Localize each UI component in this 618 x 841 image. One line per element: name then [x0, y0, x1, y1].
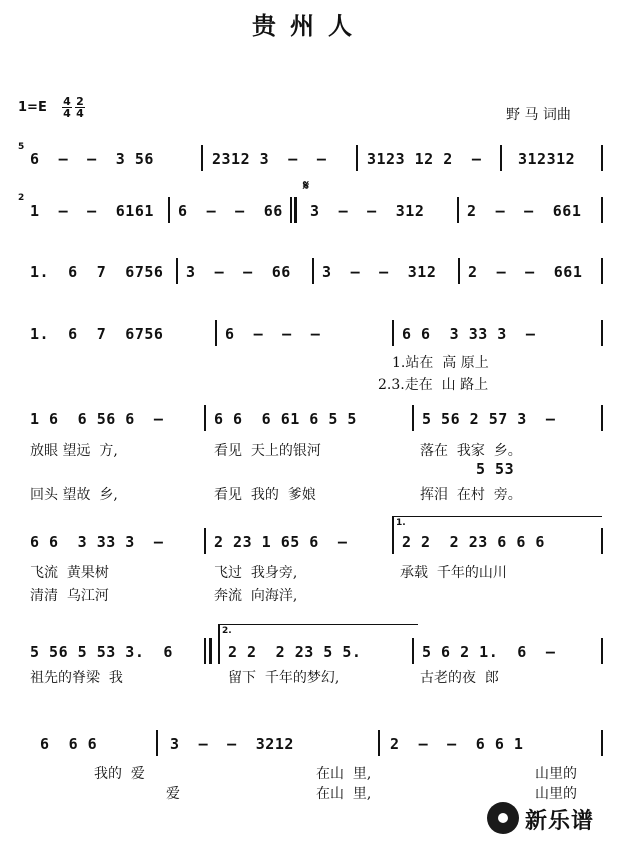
repeat-start-barline [294, 197, 297, 223]
barline [392, 320, 394, 346]
lyric-line-2: 奔流 向海洋, [214, 588, 298, 604]
repeat-end-barline [204, 638, 206, 664]
time-signature-4-4: 4 4 [63, 95, 71, 120]
logo-text: 新乐谱 [525, 809, 595, 834]
barline [312, 258, 314, 284]
measure-1: 1. 6 7 6756 [30, 325, 164, 343]
measure-1: 6 6 6 [40, 735, 98, 753]
measure-4: 312312 [518, 150, 576, 168]
barline [168, 197, 170, 223]
measure-1: 1. 6 7 6756 [30, 263, 164, 281]
lyric-verse-2-3: 2.3.走在 山 路上 [378, 377, 489, 393]
volta-2-label: 2. [222, 626, 232, 636]
composer-credit: 野 马 词曲 [506, 107, 571, 123]
measure-3: 3 – – 312 [322, 263, 437, 281]
barline [458, 258, 460, 284]
lyric-line-1: 看见 天上的银河 [214, 443, 321, 459]
barline [601, 258, 603, 284]
barline [378, 730, 380, 756]
volta-1-bracket [392, 516, 602, 517]
lyric-line-1: 承载 千年的山川 [400, 565, 507, 581]
lyric-verse-1: 1.站在 高 原上 [392, 355, 489, 371]
lyric-line-1: 飞流 黄果树 [30, 565, 109, 581]
barline [601, 638, 603, 664]
lyric-line-1: 飞过 我身旁, [214, 565, 298, 581]
measure-1: 6 – – 3 56 [30, 150, 154, 168]
volta-1-label: 1. [396, 518, 406, 528]
key-signature: 1=E [18, 100, 47, 115]
lyric-line-1: 落在 我家 乡。 [420, 443, 522, 459]
barline [156, 730, 158, 756]
barline [176, 258, 178, 284]
lyric-line-2: 挥泪 在村 旁。 [420, 487, 522, 503]
measure-4: 2 – – 661 [468, 263, 583, 281]
measure-2: 2 2 2 23 5 5. [228, 643, 362, 661]
repeat-end-barline [209, 638, 212, 664]
barline [290, 197, 292, 223]
barline [601, 197, 603, 223]
grace-note: 5 [18, 142, 25, 152]
barline [457, 197, 459, 223]
measure-2: 2 23 1 65 6 – [214, 533, 348, 551]
barline [601, 320, 603, 346]
volta-2-bracket [218, 624, 418, 625]
lyric-line-2: 山里的 [535, 786, 577, 802]
measure-3: 5 6 2 1. 6 – [422, 643, 556, 661]
lyric-line-1: 放眼 望远 方, [30, 443, 118, 459]
segno-sign: 𝄋 [303, 178, 310, 194]
lyric-line: 古老的夜 郎 [420, 670, 499, 686]
site-logo [487, 802, 613, 836]
measure-2: 6 6 6 61 6 5 5 [214, 410, 357, 428]
barline [601, 405, 603, 431]
measure-3: 3123 12 2 – [367, 150, 482, 168]
measure-3: 2 – – 6 6 1 [390, 735, 524, 753]
barline [218, 624, 220, 664]
lyric-line: 留下 千年的梦幻, [228, 670, 340, 686]
lyric-line-1: 在山 里, [316, 766, 372, 782]
barline [601, 528, 603, 554]
measure-2: 2312 3 – – [212, 150, 327, 168]
barline [412, 638, 414, 664]
measure-1: 1 – – 6161 [30, 202, 154, 220]
measure-2: 3 – – 3212 [170, 735, 294, 753]
barline [412, 405, 414, 431]
lyric-line: 祖先的脊梁 我 [30, 670, 123, 686]
measure-1: 1 6 6 56 6 – [30, 410, 164, 428]
measure-3: 5 56 2 57 3 – [422, 410, 556, 428]
barline [500, 145, 502, 171]
measure-2: 6 – – – [225, 325, 321, 343]
lyric-line-2: 回头 望故 乡, [30, 487, 118, 503]
barline [601, 730, 603, 756]
barline [201, 145, 203, 171]
barline [204, 528, 206, 554]
barline [601, 145, 603, 171]
song-title: 贵州人 [252, 12, 366, 40]
barline [204, 405, 206, 431]
measure-4: 2 – – 661 [467, 202, 582, 220]
measure-1: 6 6 3 33 3 – [30, 533, 164, 551]
lyric-line-2: 看见 我的 爹娘 [214, 487, 316, 503]
lyric-line-1: 我的 爱 [94, 766, 145, 782]
lyric-line-1: 山里的 [535, 766, 577, 782]
time-signature-2-4: 2 4 [76, 95, 84, 120]
barline [215, 320, 217, 346]
measure-2: 3 – – 66 [186, 263, 291, 281]
barline [356, 145, 358, 171]
measure-3: 6 6 3 33 3 – [402, 325, 536, 343]
lyric-line-2: 在山 里, [316, 786, 372, 802]
lyric-line-2: 清清 乌江河 [30, 588, 109, 604]
measure-1: 5 56 5 53 3. 6 [30, 643, 173, 661]
alternate-notes: 5 53 [476, 460, 515, 478]
measure-3: 2 2 2 23 6 6 6 [402, 533, 545, 551]
barline [392, 516, 394, 554]
measure-2: 6 – – 66 [178, 202, 283, 220]
grace-note: 2 [18, 193, 25, 203]
lyric-line-2: 爱 [166, 786, 180, 802]
measure-3: 3 – – 312 [310, 202, 425, 220]
vinyl-record-icon [487, 802, 519, 834]
